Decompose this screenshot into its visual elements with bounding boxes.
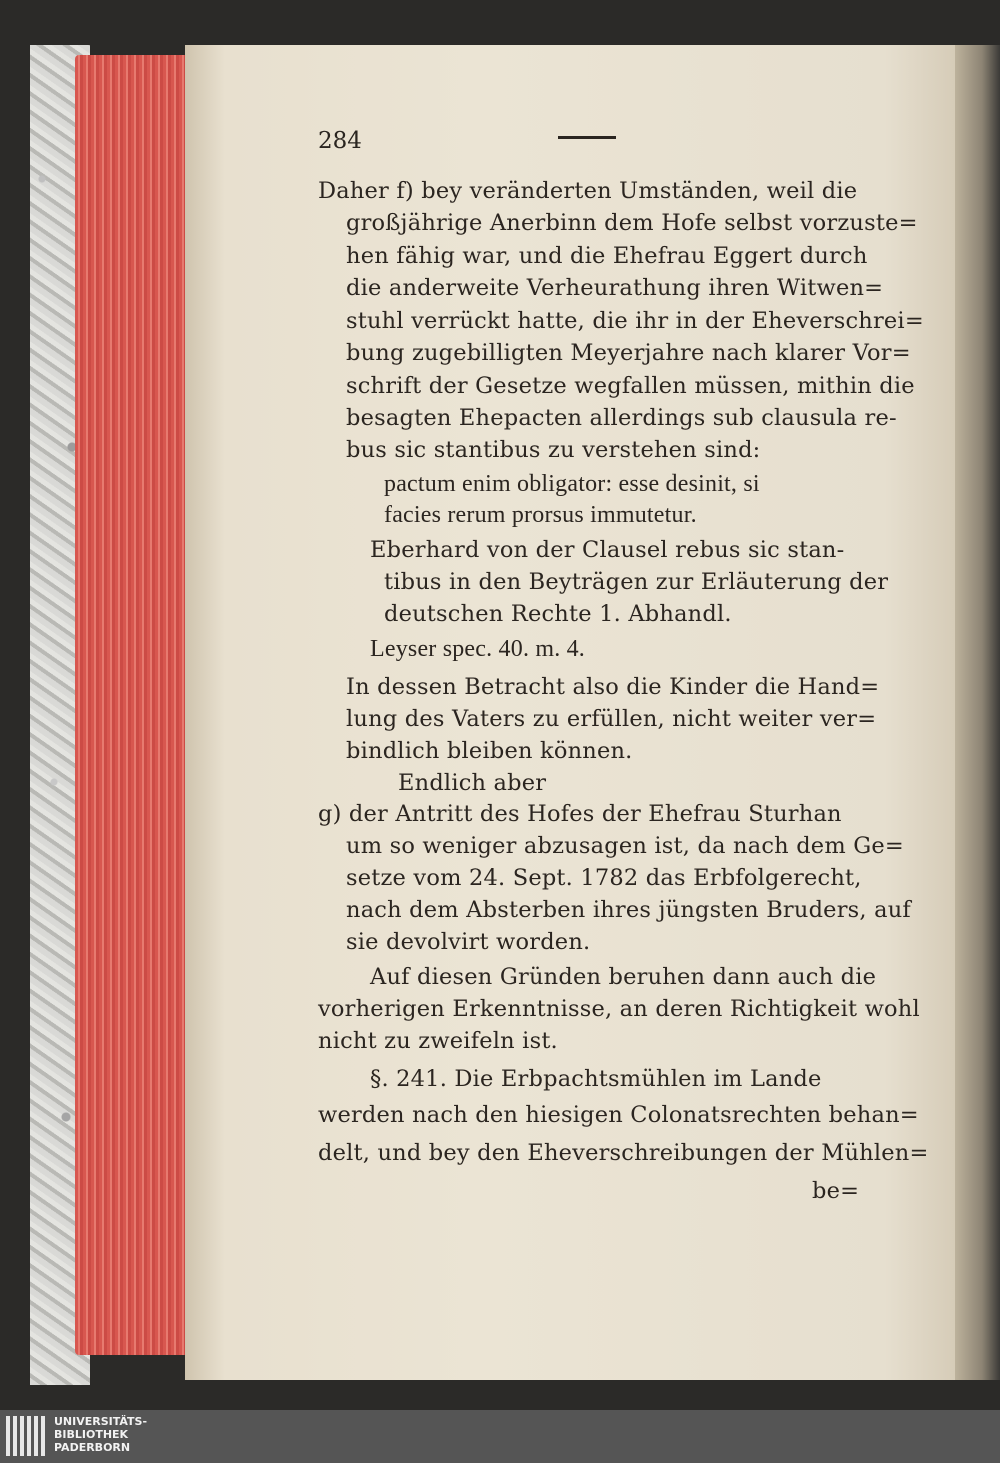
logo-line-2: BIBLIOTHEK — [54, 1428, 129, 1441]
text-line: §. 241. Die Erbpachtsmühlen im Lande — [370, 1066, 822, 1092]
text-line: vorherigen Erkenntnisse, an deren Richtigkeit wohl — [318, 996, 920, 1022]
text-line: nach dem Absterben ihres jüngsten Bruders, auf — [346, 897, 911, 923]
text-line: um so weniger abzusagen ist, da nach dem Ge= — [346, 833, 904, 859]
text-line: schrift der Gesetze wegfallen müssen, mithin die — [346, 373, 915, 399]
text-line: werden nach den hiesigen Colonatsrechten behan= — [318, 1102, 919, 1128]
text-line: In dessen Betracht also die Kinder die Hand= — [346, 674, 880, 700]
header-rule — [558, 136, 616, 139]
text-line: deutschen Rechte 1. Abhandl. — [384, 601, 732, 627]
text-line: delt, und bey den Eheverschreibungen der Mühlen= — [318, 1140, 929, 1166]
text-line: Leyser spec. 40. m. 4. — [370, 636, 586, 662]
library-logo-text — [54, 1415, 147, 1454]
text-line: großjährige Anerbinn dem Hofe selbst vorzuste= — [346, 210, 918, 236]
footer-bar — [0, 1410, 1000, 1463]
text-line: nicht zu zweifeln ist. — [318, 1028, 558, 1054]
text-line: g) der Antritt des Hofes der Ehefrau Sturhan — [318, 801, 842, 827]
library-logo-icon — [6, 1416, 46, 1456]
logo-line-3: PADERBORN — [54, 1441, 131, 1454]
text-line: Endlich aber — [398, 770, 547, 796]
logo-line-1: UNIVERSITÄTS- — [54, 1415, 148, 1428]
facing-page-edge — [955, 45, 1000, 1380]
text-line: Daher f) bey veränderten Umständen, weil die — [318, 178, 858, 204]
text-line: bus sic stantibus zu verstehen sind: — [346, 437, 761, 463]
text-line: facies rerum prorsus immutetur. — [384, 502, 697, 528]
text-line: hen fähig war, und die Ehefrau Eggert durch — [346, 243, 868, 269]
text-line: Auf diesen Gründen beruhen dann auch die — [370, 964, 877, 990]
text-line: sie devolvirt worden. — [346, 929, 591, 955]
text-line: be= — [812, 1178, 860, 1204]
text-line: die anderweite Verheurathung ihren Witwen= — [346, 275, 884, 301]
text-line: stuhl verrückt hatte, die ihr in der Eheverschrei= — [346, 308, 924, 334]
page-number: 284 — [318, 128, 362, 154]
text-line: Eberhard von der Clausel rebus sic stan- — [370, 537, 845, 563]
text-line: bindlich bleiben können. — [346, 738, 633, 764]
text-line: pactum enim obligator: esse desinit, si — [384, 471, 760, 497]
text-line: bung zugebilligten Meyerjahre nach klarer Vor= — [346, 340, 911, 366]
text-line: tibus in den Beyträgen zur Erläuterung der — [384, 569, 889, 595]
text-line: besagten Ehepacten allerdings sub clausula re- — [346, 405, 897, 431]
red-page-edges — [75, 55, 190, 1355]
text-line: setze vom 24. Sept. 1782 das Erbfolgerecht, — [346, 865, 862, 891]
text-line: lung des Vaters zu erfüllen, nicht weiter ver= — [346, 706, 877, 732]
